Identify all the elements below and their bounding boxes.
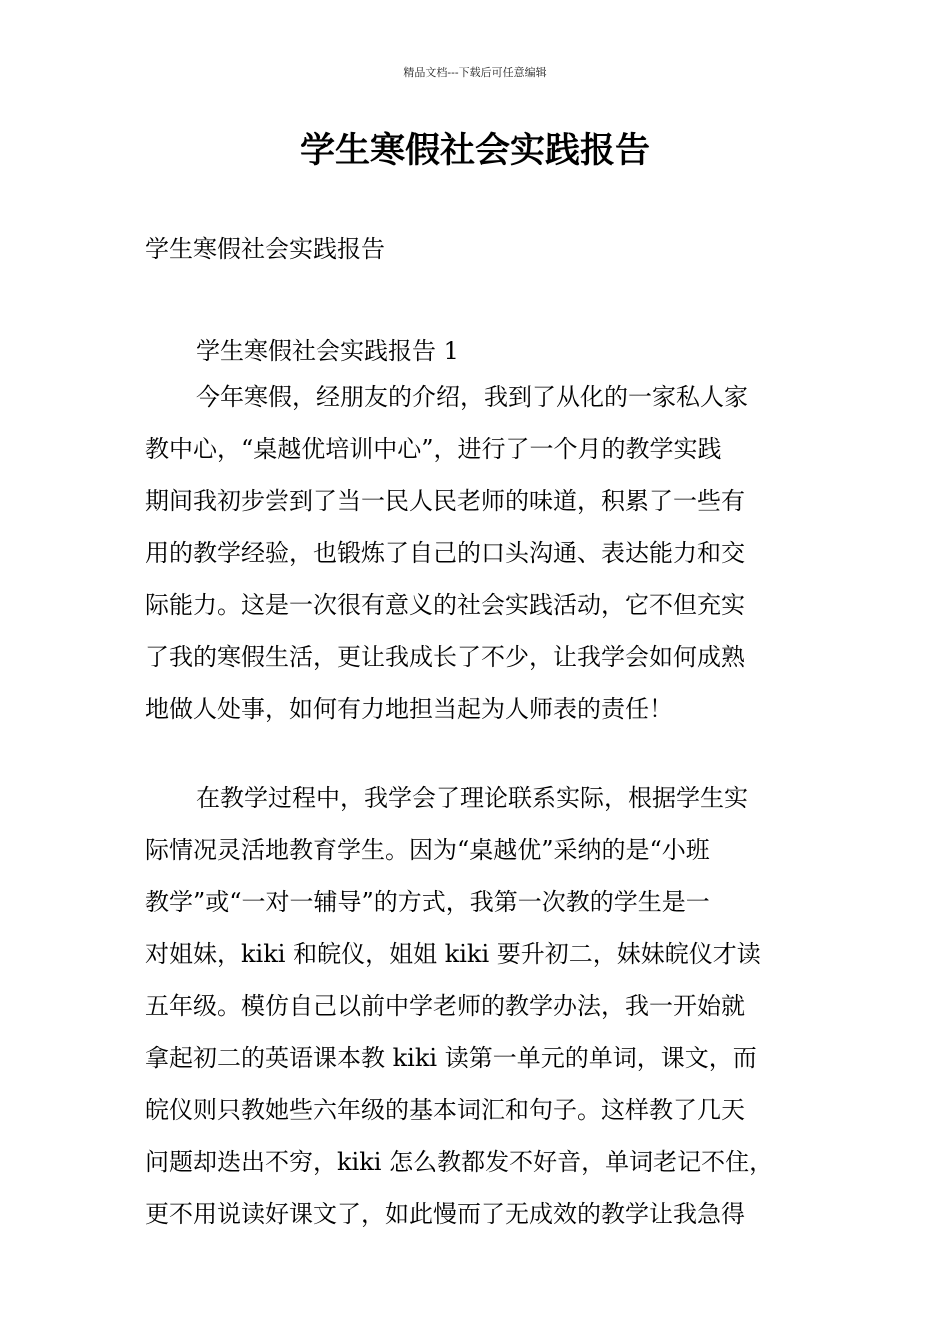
paragraph-2 (145, 772, 815, 1240)
paragraph-line: 际能力。这是一次很有意义的社会实践活动，它不但充实 (145, 591, 745, 619)
paragraph-line: 拿起初二的英语课本教 kiki 读第一单元的单词，课文，而 (145, 1044, 757, 1072)
section-heading: 学生寒假社会实践报告 1 (196, 337, 459, 365)
paragraph-line: 今年寒假，经朋友的介绍，我到了从化的一家私人家 (196, 383, 748, 411)
paragraph-line: 更不用说读好课文了，如此慢而了无成效的教学让我急得 (145, 1200, 745, 1228)
paragraph-1 (145, 371, 815, 735)
paragraph-line: 教中心，“桌越优培训中心”，进行了一个月的教学实践 (145, 435, 722, 463)
paragraph-line: 在教学过程中，我学会了理论联系实际，根据学生实 (196, 784, 748, 812)
document-subtitle: 学生寒假社会实践报告 (145, 235, 385, 263)
paragraph-line: 教学”或“一对一辅导”的方式，我第一次教的学生是一 (145, 888, 710, 916)
paragraph-line: 际情况灵活地教育学生。因为“桌越优”采纳的是“小班 (145, 836, 710, 864)
paragraph-line: 问题却迭出不穷，kiki 怎么教都发不好音，单词老记不住， (145, 1148, 774, 1176)
paragraph-line: 对姐妹，kiki 和皖仪，姐姐 kiki 要升初二，妹妹皖仪才读 (145, 940, 761, 968)
paragraph-line: 了我的寒假生活，更让我成长了不少，让我学会如何成熟 (145, 643, 745, 671)
document-title: 学生寒假社会实践报告 (299, 130, 650, 171)
paragraph-line: 地做人处事，如何有力地担当起为人师表的责任！ (145, 695, 673, 723)
paragraph-line: 皖仪则只教她些六年级的基本词汇和句子。这样教了几天 (145, 1096, 745, 1124)
paragraph-line: 五年级。模仿自己以前中学老师的教学办法，我一开始就 (145, 992, 745, 1020)
header-note: 精品文档---下载后可任意编辑 (403, 66, 547, 79)
paragraph-line: 用的教学经验，也锻炼了自己的口头沟通、表达能力和交 (145, 539, 745, 567)
paragraph-line: 期间我初步尝到了当一民人民老师的味道，积累了一些有 (145, 487, 745, 515)
